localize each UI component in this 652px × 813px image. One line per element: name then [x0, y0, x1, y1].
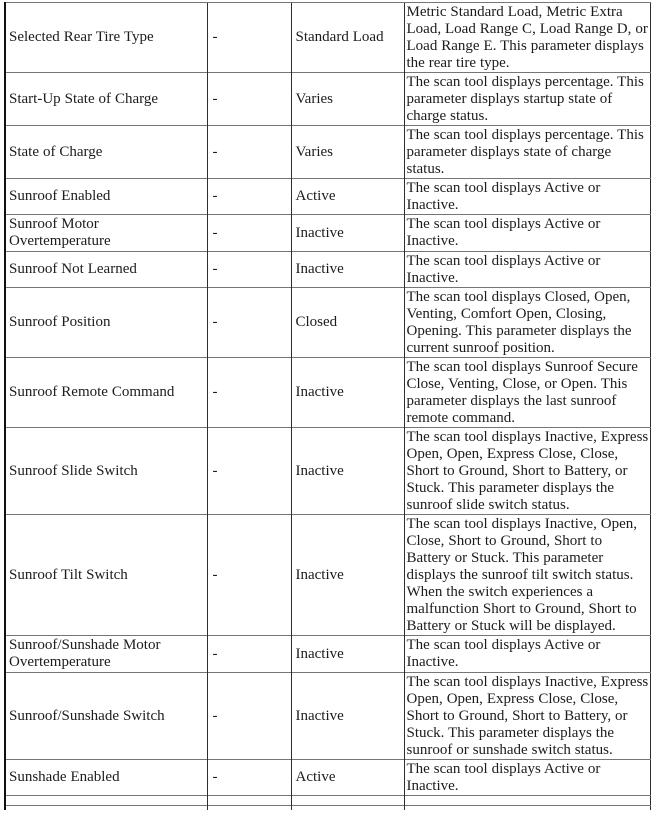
- dash-cell: -: [207, 215, 291, 252]
- parameter-description-cell: The scan tool displays Active or Inactive.: [404, 215, 650, 252]
- parameter-value-cell: Varies: [291, 126, 404, 179]
- parameter-value-cell: Inactive: [291, 673, 404, 760]
- parameter-value-cell: Inactive: [291, 515, 404, 636]
- dash-cell: -: [207, 288, 291, 358]
- table-row: [5, 252, 650, 288]
- parameter-value-cell: Inactive: [291, 215, 404, 252]
- parameter-name-cell: Start-Up State of Charge: [5, 73, 207, 126]
- parameter-description-cell: The scan tool displays percentage. This parameter displays state of charge status.: [404, 126, 650, 179]
- dash-cell: [207, 806, 291, 811]
- table-row: [5, 3, 650, 73]
- parameter-description-cell: The scan tool displays Active or Inactive.: [404, 760, 650, 796]
- parameter-name-cell: Sunroof Remote Command: [5, 358, 207, 428]
- parameter-name-cell: State of Charge: [5, 126, 207, 179]
- scan-tool-parameters-table: [4, 2, 651, 810]
- parameter-description-cell: [404, 796, 650, 806]
- parameter-name-cell: Sunroof Not Learned: [5, 252, 207, 288]
- table-body: [5, 3, 650, 811]
- parameter-description-cell: The scan tool displays Active or Inactive.: [404, 252, 650, 288]
- partial-cutoff-row: [5, 806, 650, 811]
- dash-cell: -: [207, 179, 291, 215]
- parameter-name-cell: [5, 806, 207, 811]
- table-row: [5, 515, 650, 636]
- parameter-name-cell: Sunroof Position: [5, 288, 207, 358]
- parameter-name-cell: [5, 796, 207, 806]
- table-row: [5, 760, 650, 796]
- parameter-description-cell: The scan tool displays Sunroof Secure Close, Venting, Close, or Open. This parameter displays the last sunroof remote command.: [404, 358, 650, 428]
- parameter-value-cell: Inactive: [291, 428, 404, 515]
- table-row: [5, 796, 650, 806]
- table-row: [5, 673, 650, 760]
- parameter-value-cell: Varies: [291, 73, 404, 126]
- table-row: [5, 126, 650, 179]
- table-row: [5, 73, 650, 126]
- parameter-value-cell: [291, 806, 404, 811]
- parameter-description-cell: [404, 806, 650, 811]
- parameter-description-cell: The scan tool displays percentage. This parameter displays startup state of charge status.: [404, 73, 650, 126]
- dash-cell: -: [207, 636, 291, 673]
- parameter-value-cell: [291, 796, 404, 806]
- parameter-name-cell: Sunroof Enabled: [5, 179, 207, 215]
- dash-cell: -: [207, 673, 291, 760]
- parameter-description-cell: Metric Standard Load, Metric Extra Load, Load Range C, Load Range D, or Load Range E. This parameter displays the rear tire type.: [404, 3, 650, 73]
- parameter-description-cell: The scan tool displays Active or Inactive.: [404, 179, 650, 215]
- dash-cell: -: [207, 760, 291, 796]
- dash-cell: -: [207, 252, 291, 288]
- parameter-name-cell: Sunshade Enabled: [5, 760, 207, 796]
- parameter-value-cell: Inactive: [291, 252, 404, 288]
- table-row: [5, 179, 650, 215]
- parameter-value-cell: Closed: [291, 288, 404, 358]
- parameter-name-cell: Sunroof/Sunshade Switch: [5, 673, 207, 760]
- table-row: [5, 358, 650, 428]
- table-row: [5, 288, 650, 358]
- dash-cell: -: [207, 126, 291, 179]
- table-row: [5, 215, 650, 252]
- dash-cell: [207, 796, 291, 806]
- parameter-description-cell: The scan tool displays Inactive, Express Open, Open, Express Close, Close, Short to Ground, Short to Battery, or Stuck. This parameter displays the sunroof slide switch status.: [404, 428, 650, 515]
- parameter-name-cell: Sunroof Motor Overtemperature: [5, 215, 207, 252]
- dash-cell: -: [207, 358, 291, 428]
- table-row: [5, 636, 650, 673]
- parameter-value-cell: Standard Load: [291, 3, 404, 73]
- parameter-description-cell: The scan tool displays Inactive, Open, Close, Short to Ground, Short to Battery or Stuck. This parameter displays the sunroof tilt switch status. When the switch experiences a malfunction Short to Ground, Short to Battery or Stuck will be displayed.: [404, 515, 650, 636]
- parameter-description-cell: The scan tool displays Active or Inactive.: [404, 636, 650, 673]
- dash-cell: -: [207, 428, 291, 515]
- parameter-value-cell: Active: [291, 179, 404, 215]
- parameter-name-cell: Sunroof Slide Switch: [5, 428, 207, 515]
- dash-cell: -: [207, 3, 291, 73]
- parameter-description-cell: The scan tool displays Closed, Open, Venting, Comfort Open, Closing, Opening. This parameter displays the current sunroof position.: [404, 288, 650, 358]
- parameter-name-cell: Sunroof Tilt Switch: [5, 515, 207, 636]
- parameter-value-cell: Inactive: [291, 358, 404, 428]
- parameter-description-cell: The scan tool displays Inactive, Express Open, Open, Express Close, Close, Short to Ground, Short to Battery, or Stuck. This parameter displays the sunroof or sunshade switch status.: [404, 673, 650, 760]
- parameter-value-cell: Inactive: [291, 636, 404, 673]
- dash-cell: -: [207, 515, 291, 636]
- dash-cell: -: [207, 73, 291, 126]
- parameter-name-cell: Sunroof/Sunshade Motor Overtemperature: [5, 636, 207, 673]
- table-row: [5, 428, 650, 515]
- parameter-value-cell: Active: [291, 760, 404, 796]
- parameter-name-cell: Selected Rear Tire Type: [5, 3, 207, 73]
